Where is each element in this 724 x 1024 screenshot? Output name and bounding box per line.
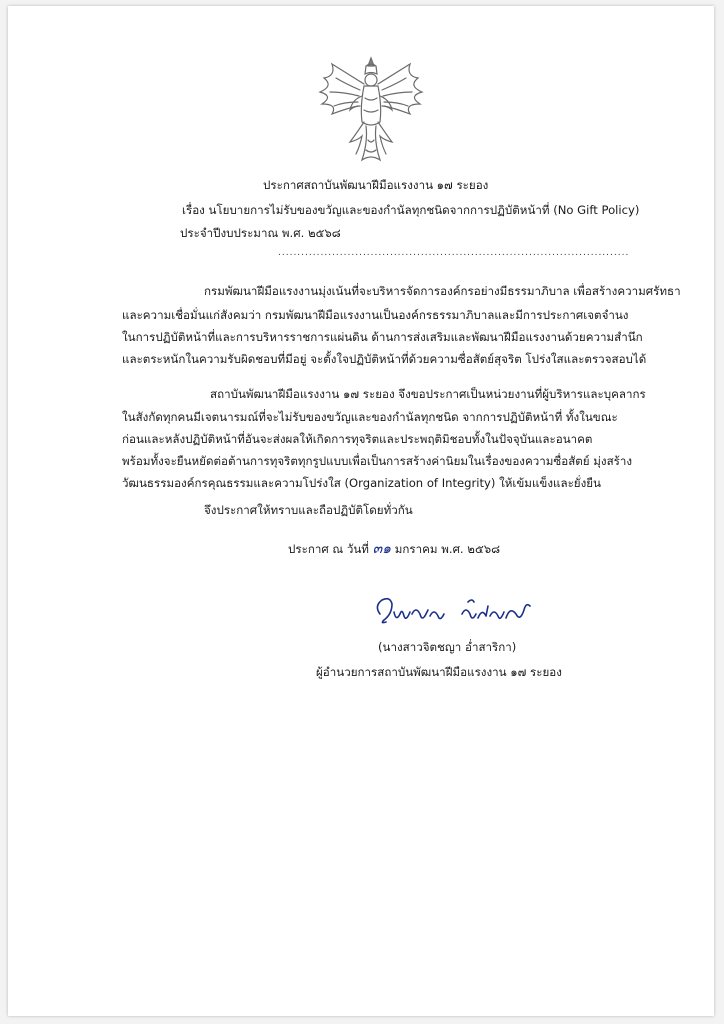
date-prefix: ประกาศ ณ วันที่	[288, 542, 369, 556]
paragraph-2-line-5: วัฒนธรรมองค์กรคุณธรรมและความโปร่งใส (Organization of Integrity) ให้เข้มแข็งและยั่งยืน	[122, 476, 601, 490]
paragraph-2-line-1: สถาบันพัฒนาฝีมือแรงงาน ๑๗ ระยอง จึงขอประกาศเป็นหน่วยงานที่ผู้บริหารและบุคลากร	[210, 387, 646, 401]
signatory-position: ผู้อำนวยการสถาบันพัฒนาฝีมือแรงงาน ๑๗ ระยอง	[316, 665, 562, 679]
paragraph-1-line-3: ในการปฏิบัติหน้าที่และการบริหารราชการแผ่นดิน ด้านการส่งเสริมและพัฒนาฝีมือแรงงานด้วยความสำนึก	[122, 330, 643, 344]
paragraph-2-line-4: พร้อมทั้งจะยืนหยัดต่อต้านการทุจริตทุกรูปแบบเพื่อเป็นการสร้างค่านิยมในเรื่องของความซื่อสัตย์ มุ่งสร้าง	[122, 454, 633, 468]
paragraph-1-line-2: และความเชื่อมั่นแก่สังคมว่า กรมพัฒนาฝีมือแรงงานเป็นองค์กรธรรมาภิบาลและมีการประกาศเจตจำนง	[122, 308, 629, 322]
announcement-date	[288, 540, 500, 558]
paragraph-2-line-3: ก่อนและหลังปฏิบัติหน้าที่อันจะส่งผลให้เกิดการทุจริตและประพฤติมิชอบทั้งในปัจจุบันและอนาคต	[122, 432, 593, 446]
date-month-year: มกราคม พ.ศ. ๒๕๖๘	[394, 542, 501, 556]
paragraph-2-line-2: ในสังกัดทุกคนมีเจตนารมณ์ที่จะไม่รับของขวัญและของกำนัลทุกชนิด จากการปฏิบัติหน้าที่ ทั้งในขณะ	[122, 410, 618, 424]
paragraph-1-line-1: กรมพัฒนาฝีมือแรงงานมุ่งเน้นที่จะบริหารจัดการองค์กรอย่างมีธรรมาภิบาล เพื่อสร้างความศรัทธา	[204, 284, 681, 298]
fiscal-year: ประจำปีงบประมาณ พ.ศ. ๒๕๖๘	[180, 226, 341, 240]
separator-dots: ...........................................................................................	[278, 248, 630, 258]
signatory-name: (นางสาวจิตชญา อ่ำสาริกา)	[378, 640, 517, 654]
garuda-emblem-icon	[310, 56, 432, 164]
handwritten-signature	[370, 592, 542, 630]
document-subject: เรื่อง นโยบายการไม่รับของขวัญและของกำนัลทุกชนิดจากการปฏิบัติหน้าที่ (No Gift Policy)	[182, 203, 640, 217]
document-title: ประกาศสถาบันพัฒนาฝีมือแรงงาน ๑๗ ระยอง	[263, 178, 489, 192]
date-day: ๓๑	[372, 541, 392, 557]
paragraph-1-line-4: และตระหนักในความรับผิดชอบที่มีอยู่ จะตั้งใจปฏิบัติหน้าที่ด้วยความซื่อสัตย์สุจริต โปร่งใสและตรวจสอบได้	[122, 352, 647, 366]
closing-statement: จึงประกาศให้ทราบและถือปฏิบัติโดยทั่วกัน	[204, 503, 413, 517]
document-page	[8, 6, 714, 1016]
